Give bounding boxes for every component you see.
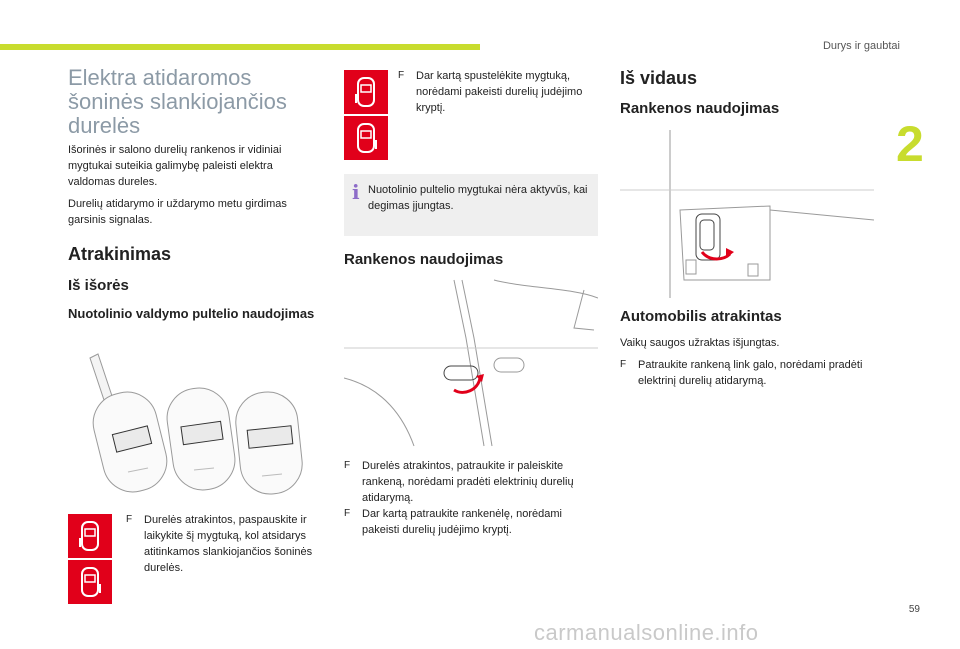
bullet-pull-back-text: Patraukite rankeną link galo, norėdami pradėti elektrinį durelių atidarymą. (638, 359, 863, 387)
exterior-handle-illustration (344, 278, 598, 448)
page-number: 59 (908, 604, 920, 615)
side-door-close-icon (68, 560, 112, 604)
side-door-close-icon-2 (344, 116, 388, 160)
intro-paragraph-2: Durelių atidarymo ir uždarymo metu girdimas garsinis signalas. (68, 198, 287, 226)
bullet-pull-again-text: Dar kartą patraukite rankenėlę, norėdami pakeisti durelių judėjimo kryptį. (362, 508, 562, 536)
key-fob-illustration (68, 352, 322, 502)
chapter-number: 2 (896, 116, 924, 172)
side-door-open-icon (68, 514, 112, 558)
heading-handle-use-inside: Rankenos naudojimas (620, 100, 780, 117)
bullet-press-hold-text: Durelės atrakintos, paspauskite ir laikykite šį mygtuką, kol atsidarys atitinkamos slankiojančios šoninės durelės. (144, 514, 313, 574)
bullet-marker-icon: F (620, 359, 627, 370)
bullet-press-again (398, 68, 598, 116)
heading-unlocking: Atrakinimas (68, 244, 172, 264)
intro-paragraph-1: Išorinės ir salono durelių rankenos ir vidiniai mygtukai suteikia galimybę paleisti elektra valdomas dureles. (68, 144, 282, 188)
heading-vehicle-unlocked: Automobilis atrakintas (620, 308, 782, 325)
bullet-pull-back (620, 357, 874, 389)
heading-remote-control: Nuotolinio valdymo pultelio naudojimas (68, 306, 315, 321)
page-title: Elektra atidaromos šoninės slankiojančios durelės (68, 65, 287, 138)
bullet-press-again-text: Dar kartą spustelėkite mygtuką, norėdami pakeisti durelių judėjimo kryptį. (416, 70, 583, 114)
watermark: carmanualsonline.info (534, 620, 759, 645)
heading-inside: Iš vidaus (620, 68, 698, 88)
bullet-marker-icon: F (126, 514, 133, 525)
section-label: Durys ir gaubtai (822, 40, 900, 52)
bullet-marker-icon: F (344, 508, 351, 519)
interior-handle-illustration (620, 130, 874, 298)
bullet-press-hold (126, 512, 322, 576)
info-text: Nuotolinio pultelio mygtukai nėra aktyvūs, kai degimas įjungtas. (368, 184, 588, 212)
heading-handle-use: Rankenos naudojimas (344, 251, 504, 268)
side-door-open-icon-2 (344, 70, 388, 114)
bullet-pull-again (344, 506, 598, 538)
bullet-marker-icon: F (398, 70, 405, 81)
info-icon: i (352, 180, 360, 204)
top-accent-bar (0, 44, 480, 50)
child-lock-text: Vaikų saugos užraktas išjungtas. (620, 337, 780, 349)
heading-outside: Iš išorės (68, 277, 129, 294)
bullet-pull-release-text: Durelės atrakintos, patraukite ir paleiskite rankeną, norėdami pradėti elektrinių durelių atidarymą. (362, 460, 574, 504)
bullet-marker-icon: F (344, 460, 351, 471)
bullet-pull-release (344, 458, 598, 506)
